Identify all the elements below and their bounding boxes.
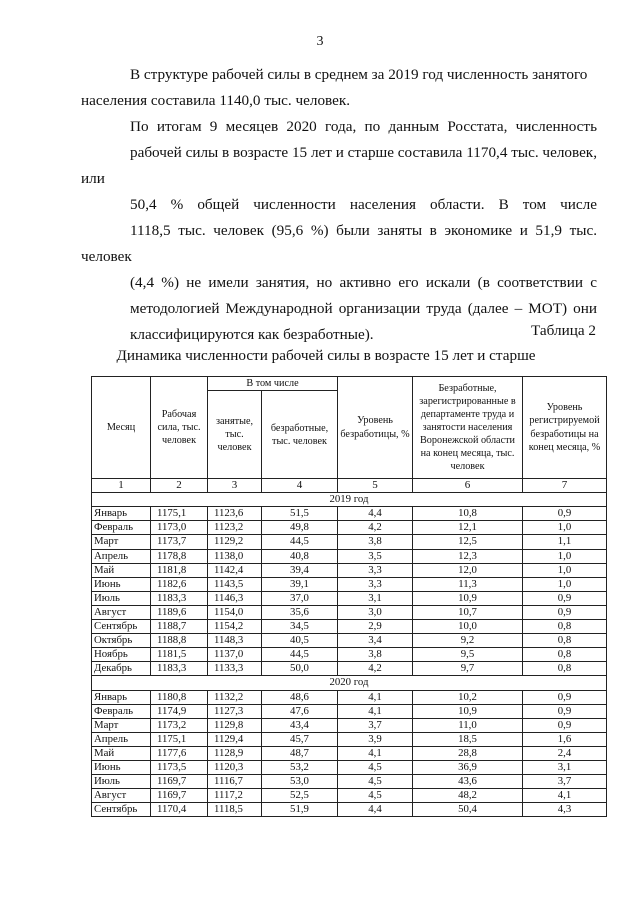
value-cell: 1174,9 — [151, 704, 208, 718]
paragraph-labor-structure: В структуре рабочей силы в среднем за 2019 год численность занятого населения составила 1140,0 тыс. человек. — [81, 66, 588, 109]
table-row — [92, 521, 607, 535]
table-title: Динамика численности рабочей силы в возрасте 15 лет и старше — [116, 347, 536, 364]
value-cell: 0,8 — [523, 620, 607, 634]
header-registered-rate: Уровень регистрируемой безработицы на конец месяца, % — [523, 377, 607, 479]
month-cell: Январь — [92, 507, 151, 521]
column-number-row — [92, 479, 607, 493]
table-row — [92, 634, 607, 648]
value-cell: 0,9 — [523, 591, 607, 605]
value-cell: 51,5 — [262, 507, 338, 521]
header-including: В том числе — [208, 377, 338, 391]
value-cell: 51,9 — [262, 803, 338, 817]
year-label: 2019 год — [92, 493, 607, 507]
value-cell: 1143,5 — [208, 577, 262, 591]
value-cell: 3,5 — [338, 549, 413, 563]
value-cell: 1138,0 — [208, 549, 262, 563]
value-cell: 4,1 — [338, 746, 413, 760]
value-cell: 0,9 — [523, 704, 607, 718]
value-cell: 10,0 — [413, 620, 523, 634]
month-cell: Июнь — [92, 577, 151, 591]
value-cell: 3,3 — [338, 577, 413, 591]
value-cell: 0,9 — [523, 690, 607, 704]
table-row — [92, 746, 607, 760]
value-cell: 1175,1 — [151, 507, 208, 521]
value-cell: 3,1 — [523, 760, 607, 774]
month-cell: Сентябрь — [92, 620, 151, 634]
table-row — [92, 549, 607, 563]
value-cell: 1170,4 — [151, 803, 208, 817]
value-cell: 4,4 — [338, 507, 413, 521]
value-cell: 1154,2 — [208, 620, 262, 634]
value-cell: 1129,8 — [208, 718, 262, 732]
value-cell: 4,5 — [338, 760, 413, 774]
value-cell: 1129,2 — [208, 535, 262, 549]
value-cell: 1181,5 — [151, 648, 208, 662]
month-cell: Май — [92, 746, 151, 760]
value-cell: 10,7 — [413, 605, 523, 619]
month-cell: Декабрь — [92, 662, 151, 676]
value-cell: 3,9 — [338, 732, 413, 746]
table-row — [92, 704, 607, 718]
value-cell: 1123,6 — [208, 507, 262, 521]
value-cell: 28,8 — [413, 746, 523, 760]
value-cell: 39,1 — [262, 577, 338, 591]
value-cell: 1169,7 — [151, 789, 208, 803]
month-cell: Январь — [92, 690, 151, 704]
value-cell: 1,0 — [523, 577, 607, 591]
value-cell: 4,3 — [523, 803, 607, 817]
value-cell: 4,1 — [338, 704, 413, 718]
value-cell: 12,0 — [413, 563, 523, 577]
value-cell: 12,1 — [413, 521, 523, 535]
value-cell: 1142,4 — [208, 563, 262, 577]
table-row — [92, 718, 607, 732]
paragraph-line: (4,4 %) не имели занятия, но активно его искали (в соответствии с — [130, 274, 597, 291]
value-cell: 0,8 — [523, 634, 607, 648]
column-number: 3 — [208, 479, 262, 493]
paragraph-line: рабочей силы в возрасте 15 лет и старше составила 1170,4 тыс. человек, или — [81, 144, 597, 187]
value-cell: 1169,7 — [151, 775, 208, 789]
month-cell: Апрель — [92, 732, 151, 746]
value-cell: 1146,3 — [208, 591, 262, 605]
value-cell: 1173,5 — [151, 760, 208, 774]
table-row — [92, 563, 607, 577]
value-cell: 43,4 — [262, 718, 338, 732]
month-cell: Май — [92, 563, 151, 577]
value-cell: 1189,6 — [151, 605, 208, 619]
value-cell: 1173,7 — [151, 535, 208, 549]
value-cell: 1,0 — [523, 521, 607, 535]
header-labor-force: Рабочая сила, тыс. человек — [151, 377, 208, 479]
header-month: Месяц — [92, 377, 151, 479]
value-cell: 1117,2 — [208, 789, 262, 803]
value-cell: 37,0 — [262, 591, 338, 605]
column-number: 4 — [262, 479, 338, 493]
value-cell: 0,9 — [523, 507, 607, 521]
value-cell: 11,3 — [413, 577, 523, 591]
paragraph-line: 1118,5 тыс. человек (95,6 %) были заняты в экономике и 51,9 тыс. человек — [81, 222, 597, 265]
year-row — [92, 676, 607, 690]
column-number: 7 — [523, 479, 607, 493]
column-number: 6 — [413, 479, 523, 493]
value-cell: 43,6 — [413, 775, 523, 789]
value-cell: 1118,5 — [208, 803, 262, 817]
year-row — [92, 493, 607, 507]
value-cell: 1173,2 — [151, 718, 208, 732]
value-cell: 10,8 — [413, 507, 523, 521]
table-row — [92, 662, 607, 676]
table-row — [92, 803, 607, 817]
value-cell: 4,4 — [338, 803, 413, 817]
value-cell: 4,1 — [523, 789, 607, 803]
value-cell: 4,2 — [338, 521, 413, 535]
column-number: 2 — [151, 479, 208, 493]
header-registered-unemployed: Безработные, зарегистрированные в департаменте труда и занятости населения Воронежской области на конец месяца, тыс. человек — [413, 377, 523, 479]
header-employed: занятые, тыс. человек — [208, 391, 262, 479]
value-cell: 12,5 — [413, 535, 523, 549]
value-cell: 9,7 — [413, 662, 523, 676]
value-cell: 0,9 — [523, 718, 607, 732]
month-cell: Август — [92, 605, 151, 619]
value-cell: 3,4 — [338, 634, 413, 648]
column-number: 5 — [338, 479, 413, 493]
value-cell: 3,1 — [338, 591, 413, 605]
value-cell: 1181,8 — [151, 563, 208, 577]
value-cell: 4,5 — [338, 789, 413, 803]
value-cell: 1154,0 — [208, 605, 262, 619]
value-cell: 44,5 — [262, 648, 338, 662]
value-cell: 1148,3 — [208, 634, 262, 648]
value-cell: 1123,2 — [208, 521, 262, 535]
table-row — [92, 648, 607, 662]
value-cell: 18,5 — [413, 732, 523, 746]
month-cell: Июль — [92, 591, 151, 605]
value-cell: 4,5 — [338, 775, 413, 789]
value-cell: 49,8 — [262, 521, 338, 535]
value-cell: 1177,6 — [151, 746, 208, 760]
value-cell: 1173,0 — [151, 521, 208, 535]
value-cell: 1132,2 — [208, 690, 262, 704]
value-cell: 3,3 — [338, 563, 413, 577]
value-cell: 12,3 — [413, 549, 523, 563]
value-cell: 1180,8 — [151, 690, 208, 704]
value-cell: 35,6 — [262, 605, 338, 619]
value-cell: 3,0 — [338, 605, 413, 619]
table-row — [92, 605, 607, 619]
table-row — [92, 535, 607, 549]
value-cell: 1133,3 — [208, 662, 262, 676]
value-cell: 1,1 — [523, 535, 607, 549]
value-cell: 3,8 — [338, 648, 413, 662]
value-cell: 48,7 — [262, 746, 338, 760]
value-cell: 1116,7 — [208, 775, 262, 789]
value-cell: 50,0 — [262, 662, 338, 676]
value-cell: 45,7 — [262, 732, 338, 746]
value-cell: 1183,3 — [151, 591, 208, 605]
value-cell: 53,2 — [262, 760, 338, 774]
month-cell: Август — [92, 789, 151, 803]
value-cell: 40,5 — [262, 634, 338, 648]
year-label: 2020 год — [92, 676, 607, 690]
table-row — [92, 591, 607, 605]
header-unemployed: безработные, тыс. человек — [262, 391, 338, 479]
value-cell: 53,0 — [262, 775, 338, 789]
table-row — [92, 507, 607, 521]
month-cell: Июнь — [92, 760, 151, 774]
value-cell: 1182,6 — [151, 577, 208, 591]
value-cell: 1127,3 — [208, 704, 262, 718]
column-number: 1 — [92, 479, 151, 493]
value-cell: 1175,1 — [151, 732, 208, 746]
value-cell: 36,9 — [413, 760, 523, 774]
value-cell: 3,7 — [523, 775, 607, 789]
month-cell: Сентябрь — [92, 803, 151, 817]
value-cell: 2,9 — [338, 620, 413, 634]
value-cell: 1,0 — [523, 549, 607, 563]
table-row — [92, 732, 607, 746]
table-row — [92, 760, 607, 774]
value-cell: 10,9 — [413, 591, 523, 605]
value-cell: 4,1 — [338, 690, 413, 704]
value-cell: 52,5 — [262, 789, 338, 803]
value-cell: 9,2 — [413, 634, 523, 648]
value-cell: 1188,8 — [151, 634, 208, 648]
paragraph-line: По итогам 9 месяцев 2020 года, по данным Росстата, численность — [130, 118, 597, 135]
month-cell: Февраль — [92, 521, 151, 535]
value-cell: 3,7 — [338, 718, 413, 732]
month-cell: Март — [92, 535, 151, 549]
value-cell: 48,6 — [262, 690, 338, 704]
value-cell: 39,4 — [262, 563, 338, 577]
month-cell: Июль — [92, 775, 151, 789]
month-cell: Апрель — [92, 549, 151, 563]
value-cell: 1128,9 — [208, 746, 262, 760]
value-cell: 48,2 — [413, 789, 523, 803]
value-cell: 11,0 — [413, 718, 523, 732]
value-cell: 1183,3 — [151, 662, 208, 676]
value-cell: 50,4 — [413, 803, 523, 817]
value-cell: 47,6 — [262, 704, 338, 718]
value-cell: 9,5 — [413, 648, 523, 662]
value-cell: 2,4 — [523, 746, 607, 760]
value-cell: 40,8 — [262, 549, 338, 563]
labor-force-table — [91, 376, 607, 817]
value-cell: 44,5 — [262, 535, 338, 549]
value-cell: 1188,7 — [151, 620, 208, 634]
table-number: Таблица 2 — [531, 322, 596, 339]
value-cell: 1137,0 — [208, 648, 262, 662]
header-unemployment-rate: Уровень безработицы, % — [338, 377, 413, 479]
value-cell: 4,2 — [338, 662, 413, 676]
table-row — [92, 577, 607, 591]
value-cell: 1178,8 — [151, 549, 208, 563]
month-cell: Февраль — [92, 704, 151, 718]
month-cell: Октябрь — [92, 634, 151, 648]
table-row — [92, 775, 607, 789]
value-cell: 1,0 — [523, 563, 607, 577]
table-row — [92, 690, 607, 704]
value-cell: 0,9 — [523, 605, 607, 619]
table-row — [92, 620, 607, 634]
value-cell: 1,6 — [523, 732, 607, 746]
paragraph-line: 50,4 % общей численности населения области. В том числе — [130, 196, 597, 213]
value-cell: 3,8 — [338, 535, 413, 549]
value-cell: 10,9 — [413, 704, 523, 718]
value-cell: 1129,4 — [208, 732, 262, 746]
value-cell: 0,8 — [523, 648, 607, 662]
paragraph-line: методологией Международной организации труда (далее – МОТ) они — [130, 300, 597, 317]
month-cell: Ноябрь — [92, 648, 151, 662]
table-row — [92, 789, 607, 803]
paragraph-nine-months — [81, 114, 597, 348]
value-cell: 1120,3 — [208, 760, 262, 774]
value-cell: 34,5 — [262, 620, 338, 634]
value-cell: 10,2 — [413, 690, 523, 704]
value-cell: 0,8 — [523, 662, 607, 676]
paragraph-line: классифицируются как безработные). — [130, 326, 374, 343]
month-cell: Март — [92, 718, 151, 732]
page-number: 3 — [316, 34, 324, 49]
